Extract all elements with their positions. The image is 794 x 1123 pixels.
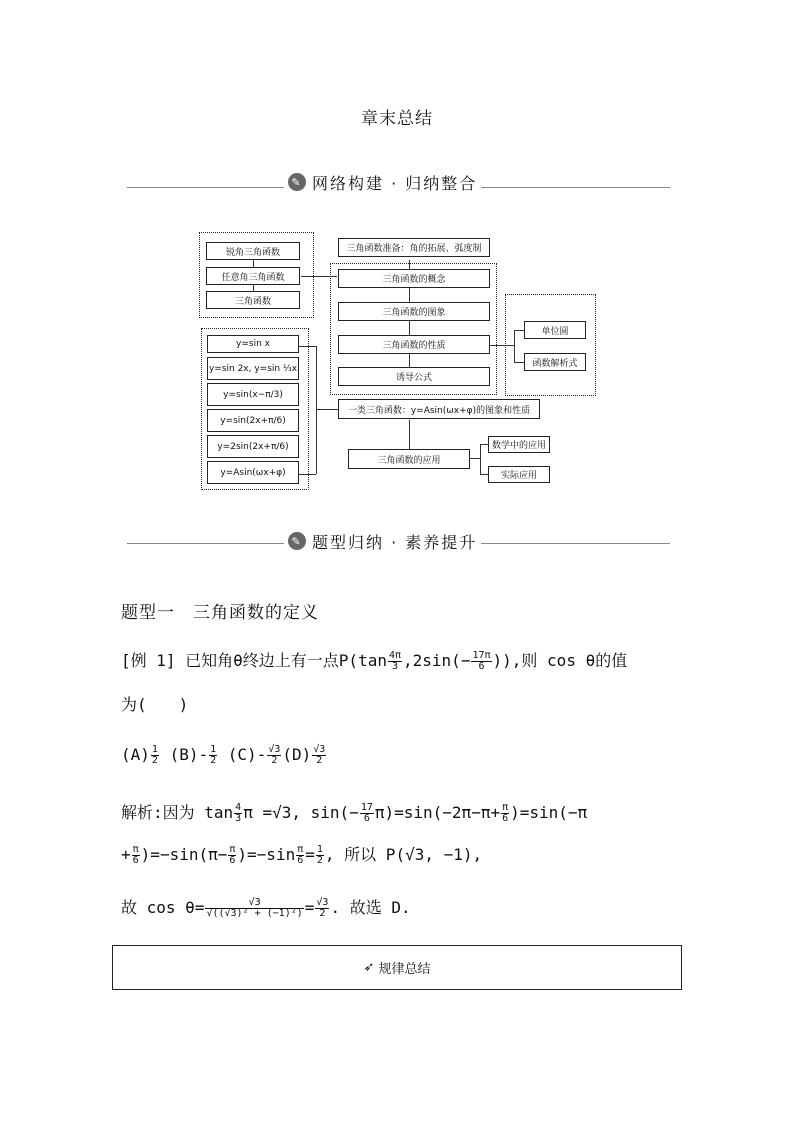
diagram-node: 数学中的应用 <box>488 436 550 453</box>
diagram-node: 三角函数准备：角的拓展、弧度制 <box>338 238 490 257</box>
pen-icon: ✎ <box>288 173 306 191</box>
diagram-node: 锐角三角函数 <box>206 242 300 260</box>
rule-summary-label: 规律总结 <box>378 962 431 977</box>
diagram-node: y=sin x <box>207 335 299 353</box>
pen-icon: ✎ <box>288 532 306 550</box>
answer-options: (A) $\frac{1}{2}$ (B)- $\frac{1}{2}$ (C)- $\frac{√3}{2}$ (D) $\frac{√3}{2}$ <box>121 744 326 766</box>
section-banner-network <box>284 170 481 194</box>
diagram-node: y=sin(x−π/3) <box>207 383 299 406</box>
example-line-2: 为( ) <box>121 695 189 714</box>
solution-line-1: 解析:因为 tan $\frac{4}{3}$ π =√3, sin(− $\frac{17}{6}$ π)=sin(−2π−π+ $\frac{\pi}{6}$ )=sin(−π <box>121 802 588 824</box>
diagram-node: 三角函数的性质 <box>338 335 490 354</box>
knowledge-diagram <box>196 228 600 494</box>
diagram-node: 实际应用 <box>488 466 550 483</box>
solution-line-3: 故 cos θ= $\frac{√3}{\text{√((√3)² + (−1)²)}}$ = $\frac{√3}{2}$ . 故选 D. <box>121 897 411 919</box>
rule-summary-box <box>112 945 682 990</box>
diagram-node: 三角函数的概念 <box>338 269 490 288</box>
diagram-node: y=sin(2x+π/6) <box>207 409 299 432</box>
diagram-node: 三角函数 <box>206 291 300 309</box>
type-heading: 题型一 三角函数的定义 <box>121 603 319 623</box>
diagram-node: 任意角三角函数 <box>206 267 300 285</box>
group-right <box>505 294 596 396</box>
solution-line-2: + $\frac{\pi}{6}$ )=−sin(π− $\frac{\pi}{6}$ )=−sin $\frac{\pi}{6}$ = $\frac{1}{2}$ , 所以 P(√3, −1), <box>121 844 483 866</box>
diagram-node: 诱导公式 <box>338 367 490 386</box>
diagram-node: 函数解析式 <box>524 353 586 371</box>
diagram-node: 一类三角函数：y=Asin(ωx+φ)的图象和性质 <box>338 399 540 419</box>
section-banner-label: 题型归纳 · 素养提升 <box>312 532 478 552</box>
diagram-node: 三角函数的应用 <box>348 449 470 469</box>
rocket-icon: ➶ <box>363 960 375 975</box>
diagram-node: 单位圆 <box>524 321 586 339</box>
example-line-1: [例 1] 已知角θ终边上有一点P(tan $\frac{4\pi}{3}$ ,2sin(− $\frac{17\pi}{6}$ )),则 cos θ的值 <box>121 650 628 672</box>
section-banner-types <box>284 529 481 553</box>
diagram-node: y=sin 2x, y=sin ⅓x <box>207 357 299 380</box>
diagram-node: y=Asin(ωx+φ) <box>207 461 299 484</box>
section-banner-label: 网络构建 · 归纳整合 <box>312 173 478 193</box>
page-title: 章末总结 <box>361 109 433 129</box>
diagram-node: 三角函数的图象 <box>338 302 490 321</box>
diagram-node: y=2sin(2x+π/6) <box>207 435 299 458</box>
